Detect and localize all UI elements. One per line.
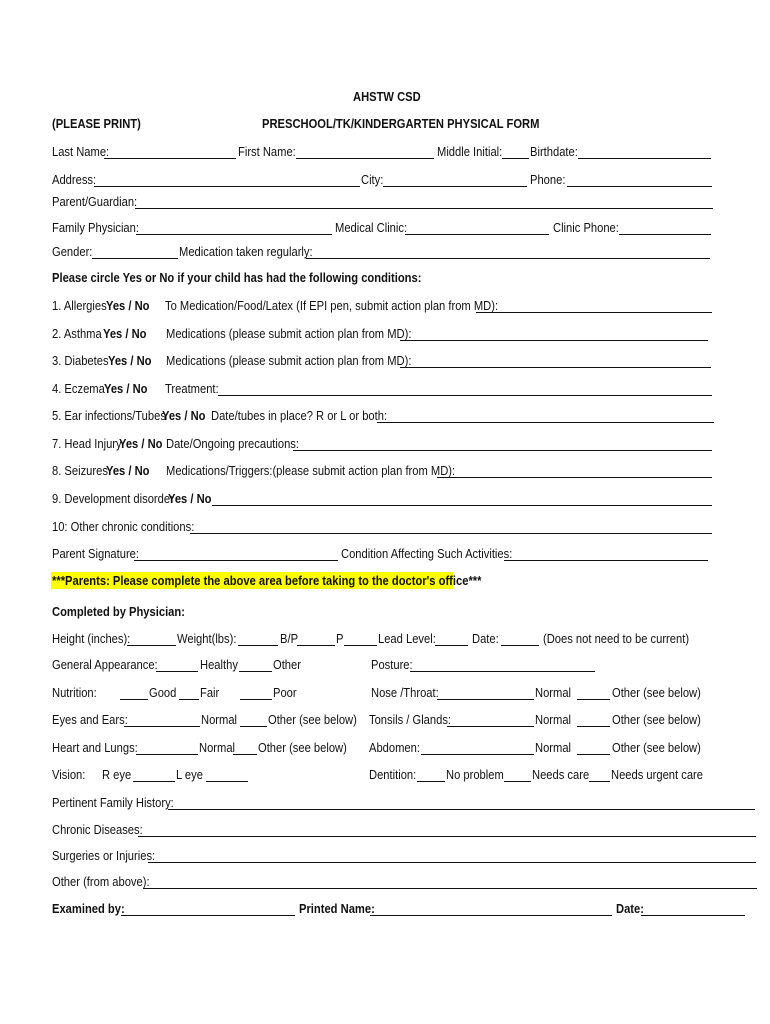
tonsils-label: Tonsils / Glands: [369, 712, 452, 727]
height-field[interactable] [127, 645, 176, 646]
exam-date-field[interactable] [641, 915, 745, 916]
head-injury-detail: Date/Ongoing precautions: [166, 436, 300, 451]
development-yes-no[interactable]: Yes / No [168, 491, 212, 506]
ear-detail: Date/tubes in place? R or L or both: [211, 408, 388, 423]
heart-lungs-label: Heart and Lungs: [52, 740, 138, 755]
examined-by-label: Examined by: [52, 901, 125, 916]
asthma-label: 2. Asthma [52, 326, 102, 341]
middle-initial-field[interactable] [502, 158, 529, 159]
heart-lungs-normal-label: Normal [199, 740, 236, 755]
not-current-note: (Does not need to be current) [543, 631, 690, 646]
examined-by-field[interactable] [121, 915, 295, 916]
abdomen-other-field[interactable] [577, 754, 610, 755]
posture-label: Posture: [371, 657, 413, 672]
vision-label: Vision: [52, 767, 86, 782]
family-physician-label: Family Physician: [52, 220, 139, 235]
abdomen-other-label: Other (see below) [612, 740, 701, 755]
needs-urgent-care-label: Needs urgent care [611, 767, 703, 782]
birthdate-field[interactable] [578, 158, 711, 159]
lead-date-field[interactable] [501, 645, 539, 646]
diabetes-detail: Medications (please submit action plan from MD): [166, 353, 412, 368]
seizures-label: 8. Seizures [52, 463, 108, 478]
please-print-note: (PLEASE PRINT) [52, 116, 141, 131]
nose-throat-normal-label: Normal [535, 685, 572, 700]
other-from-above-field[interactable] [143, 888, 757, 889]
height-label: Height (inches): [52, 631, 131, 646]
tonsils-other-label: Other (see below) [612, 712, 701, 727]
clinic-phone-field[interactable] [619, 234, 711, 235]
parent-guardian-field[interactable] [135, 208, 713, 209]
seizures-yes-no[interactable]: Yes / No [106, 463, 150, 478]
diabetes-field[interactable] [400, 367, 711, 368]
no-problem-field[interactable] [417, 781, 445, 782]
head-injury-label: 7. Head Injury [52, 436, 122, 451]
nose-throat-label: Nose /Throat: [371, 685, 439, 700]
eczema-label: 4. Eczema [52, 381, 105, 396]
nose-throat-other-label: Other (see below) [612, 685, 701, 700]
eczema-yes-no[interactable]: Yes / No [104, 381, 148, 396]
surgeries-label: Surgeries or Injuries: [52, 848, 156, 863]
birthdate-label: Birthdate: [530, 144, 578, 159]
other-chronic-label: 10: Other chronic conditions: [52, 519, 195, 534]
family-physician-field[interactable] [136, 234, 332, 235]
ear-label: 5. Ear infections/Tubes [52, 408, 166, 423]
eyes-ears-other-label: Other (see below) [268, 712, 357, 727]
chronic-diseases-field[interactable] [138, 836, 756, 837]
head-injury-yes-no[interactable]: Yes / No [119, 436, 163, 451]
medical-clinic-field[interactable] [405, 234, 549, 235]
ear-field[interactable] [377, 422, 714, 423]
first-name-field[interactable] [296, 158, 434, 159]
address-field[interactable] [94, 186, 360, 187]
gender-label: Gender: [52, 244, 93, 259]
eyes-ears-normal-label: Normal [201, 712, 238, 727]
tonsils-normal-field[interactable] [447, 726, 534, 727]
phone-field[interactable] [567, 186, 712, 187]
needs-care-label: Needs care [532, 767, 590, 782]
r-eye-field[interactable] [133, 781, 175, 782]
chronic-diseases-label: Chronic Diseases: [52, 822, 143, 837]
city-label: City: [361, 172, 384, 187]
parent-signature-label: Parent Signature: [52, 546, 140, 561]
allergies-field[interactable] [476, 312, 712, 313]
pertinent-family-label: Pertinent Family History: [52, 795, 174, 810]
nutrition-label: Nutrition: [52, 685, 97, 700]
weight-label: Weight(lbs): [177, 631, 237, 646]
poor-field[interactable] [240, 699, 272, 700]
phone-label: Phone: [530, 172, 566, 187]
bp-field[interactable] [297, 645, 335, 646]
eczema-detail: Treatment: [165, 381, 219, 396]
asthma-field[interactable] [400, 340, 708, 341]
physician-heading: Completed by Physician: [52, 604, 185, 619]
allergies-label: 1. Allergies [52, 298, 107, 313]
posture-field[interactable] [410, 671, 595, 672]
appearance-other-field[interactable] [239, 671, 272, 672]
exam-date-label: Date: [616, 901, 644, 916]
general-appearance-label: General Appearance: [52, 657, 158, 672]
eyes-ears-other-field[interactable] [240, 726, 267, 727]
address-label: Address: [52, 172, 97, 187]
poor-label: Poor [273, 685, 297, 700]
heart-lungs-normal-field[interactable] [136, 754, 198, 755]
eyes-ears-normal-field[interactable] [124, 726, 200, 727]
seizures-detail: Medications/Triggers:(please submit action plan from MD): [166, 463, 456, 478]
last-name-label: Last Name: [52, 144, 110, 159]
eyes-ears-label: Eyes and Ears: [52, 712, 128, 727]
lead-level-label: Lead Level: [378, 631, 436, 646]
needs-care-field[interactable] [504, 781, 531, 782]
dentition-label: Dentition: [369, 767, 417, 782]
pulse-field[interactable] [344, 645, 377, 646]
surgeries-field[interactable] [148, 862, 756, 863]
appearance-other-label: Other [273, 657, 301, 672]
pulse-label: P [336, 631, 344, 646]
condition-affecting-label: Condition Affecting Such Activities: [341, 546, 513, 561]
gender-field[interactable] [92, 258, 178, 259]
printed-name-field[interactable] [370, 915, 612, 916]
city-field[interactable] [383, 186, 527, 187]
weight-field[interactable] [238, 645, 278, 646]
lead-level-field[interactable] [435, 645, 468, 646]
fair-field[interactable] [179, 699, 199, 700]
diabetes-label: 3. Diabetes [52, 353, 109, 368]
ear-yes-no[interactable]: Yes / No [162, 408, 206, 423]
no-problem-label: No problem [446, 767, 504, 782]
development-field[interactable] [212, 505, 712, 506]
form-title: PRESCHOOL/TK/KINDERGARTEN PHYSICAL FORM [262, 116, 540, 131]
conditions-instruction: Please circle Yes or No if your child has had the following conditions: [52, 270, 422, 285]
middle-initial-label: Middle Initial: [437, 144, 503, 159]
good-label: Good [149, 685, 177, 700]
other-chronic-field[interactable] [190, 533, 712, 534]
seizures-field[interactable] [437, 477, 712, 478]
r-eye-label: R eye [102, 767, 132, 782]
medication-regularly-label: Medication taken regularly: [179, 244, 313, 259]
eczema-field[interactable] [218, 395, 712, 396]
development-label: 9. Development disorder [52, 491, 174, 506]
bp-label: B/P [280, 631, 299, 646]
fair-label: Fair [200, 685, 220, 700]
head-injury-field[interactable] [293, 450, 712, 451]
l-eye-field[interactable] [206, 781, 248, 782]
medical-clinic-label: Medical Clinic: [335, 220, 408, 235]
healthy-field[interactable] [156, 671, 198, 672]
tonsils-normal-label: Normal [535, 712, 572, 727]
org-title: AHSTW CSD [353, 89, 421, 104]
heart-lungs-other-field[interactable] [233, 754, 257, 755]
allergies-yes-no[interactable]: Yes / No [106, 298, 150, 313]
abdomen-normal-label: Normal [535, 740, 572, 755]
heart-lungs-other-label: Other (see below) [258, 740, 347, 755]
clinic-phone-label: Clinic Phone: [553, 220, 619, 235]
diabetes-yes-no[interactable]: Yes / No [108, 353, 152, 368]
printed-name-label: Printed Name: [299, 901, 375, 916]
medication-regularly-field[interactable] [306, 258, 710, 259]
abdomen-normal-field[interactable] [421, 754, 534, 755]
parent-guardian-label: Parent/Guardian: [52, 194, 138, 209]
first-name-label: First Name: [238, 144, 296, 159]
last-name-field[interactable] [104, 158, 236, 159]
lead-date-label: Date: [472, 631, 499, 646]
nose-throat-normal-field[interactable] [437, 699, 534, 700]
parent-signature-field[interactable] [134, 560, 338, 561]
healthy-label: Healthy [200, 657, 238, 672]
other-from-above-label: Other (from above): [52, 874, 150, 889]
allergies-detail: To Medication/Food/Latex (If EPI pen, submit action plan from MD): [165, 298, 499, 313]
abdomen-label: Abdomen: [369, 740, 420, 755]
nose-throat-other-field[interactable] [577, 699, 610, 700]
asthma-yes-no[interactable]: Yes / No [103, 326, 147, 341]
condition-affecting-field[interactable] [504, 560, 708, 561]
pertinent-family-field[interactable] [168, 809, 755, 810]
l-eye-label: L eye [176, 767, 203, 782]
good-field[interactable] [120, 699, 148, 700]
asthma-detail: Medications (please submit action plan from MD): [166, 326, 412, 341]
tonsils-other-field[interactable] [577, 726, 610, 727]
needs-urgent-care-field[interactable] [589, 781, 610, 782]
parents-notice: ***Parents: Please complete the above area before taking to the doctor's office*** [52, 573, 482, 588]
